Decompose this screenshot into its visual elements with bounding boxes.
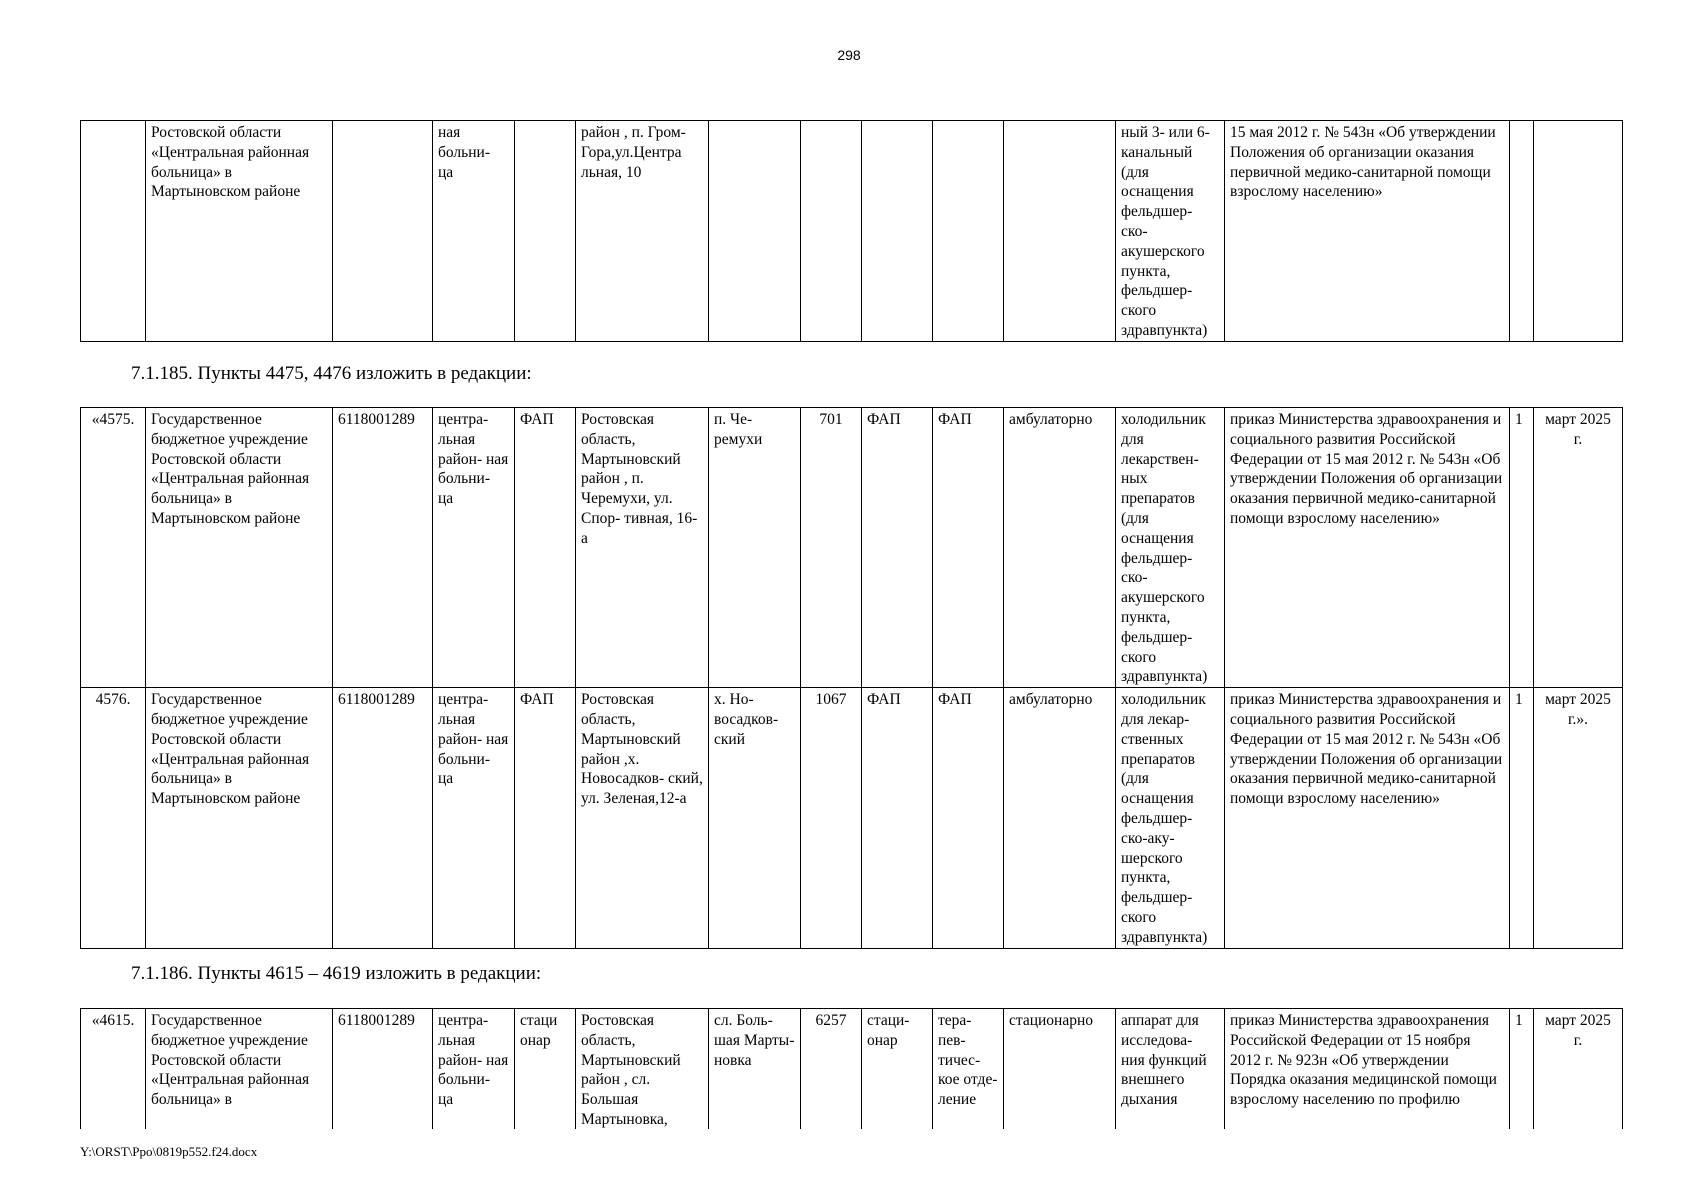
cell-care: стационарно — [1004, 1009, 1116, 1130]
cell-address: Ростовская область, Мартыновский район , сл. Большая Мартыновка, — [576, 1009, 709, 1130]
page-number: 298 — [837, 47, 861, 63]
cell-date: март 2025 г. — [1534, 408, 1623, 688]
cell-population — [801, 121, 862, 342]
cell-name: Государственное бюджетное учреждение Ростовской области «Центральная районная больница» в Мартыновском районе — [146, 688, 333, 948]
table-clip — [70, 1008, 1640, 1129]
cell-kind: центра- льная район- ная больни- ца — [433, 408, 515, 688]
cell-type: ФАП — [515, 408, 576, 688]
cell-settlement: х. Но- восадков- ский — [709, 688, 801, 948]
cell-num — [81, 121, 146, 342]
cell-num: «4575. — [81, 408, 146, 688]
cell-settlement — [709, 121, 801, 342]
cell-unit2: ФАП — [933, 408, 1004, 688]
cell-name: Государственное бюджетное учреждение Ростовской области «Центральная районная больница» в Мартыновском районе — [146, 408, 333, 688]
cell-order: 15 мая 2012 г. № 543н «Об утверждении Положения об организации оказания первичной медико-санитарной помощи взрослому населению» — [1225, 121, 1510, 342]
cell-unit1 — [862, 121, 933, 342]
cell-population: 701 — [801, 408, 862, 688]
cell-qty: 1 — [1510, 408, 1534, 688]
cell-name: Ростовской области «Центральная районная больница» в Мартыновском районе — [146, 121, 333, 342]
cell-date — [1534, 121, 1623, 342]
table-row — [81, 408, 1623, 688]
cell-unit1: ФАП — [862, 688, 933, 948]
cell-settlement: сл. Боль- шая Марты- новка — [709, 1009, 801, 1130]
cell-num: 4576. — [81, 688, 146, 948]
cell-date: март 2025 г.». — [1534, 688, 1623, 948]
cell-population: 1067 — [801, 688, 862, 948]
cell-order: приказ Министерства здравоохранения и социального развития Российской Федерации от 15 мая 2012 г. № 543н «Об утверждении Положения об организации оказания первичной медико-санитарной помощи взрослому населению» — [1225, 408, 1510, 688]
cell-type — [515, 121, 576, 342]
footer-file-path: Y:\ORST\Ppo\0819p552.f24.docx — [80, 1144, 258, 1159]
section-heading: 7.1.186. Пункты 4615 – 4619 изложить в редакции: — [131, 963, 542, 984]
cell-name: Государственное бюджетное учреждение Ростовской области «Центральная районная больница» в — [146, 1009, 333, 1130]
cell-inn: 6118001289 — [333, 688, 433, 948]
cell-unit2: тера- пев- тичес- кое отде- ление — [933, 1009, 1004, 1130]
cell-equipment: аппарат для исследова- ния функций внешнего дыхания — [1116, 1009, 1225, 1130]
table-continuation — [80, 120, 1623, 342]
cell-address: Ростовская область, Мартыновский район , п. Черемухи, ул. Спор- тивная, 16-а — [576, 408, 709, 688]
cell-unit1: ФАП — [862, 408, 933, 688]
cell-address: район , п. Гром- Гора,ул.Центра льная, 10 — [576, 121, 709, 342]
table-items-4575-4576 — [80, 407, 1623, 949]
cell-care: амбулаторно — [1004, 688, 1116, 948]
cell-type: ФАП — [515, 688, 576, 948]
cell-order: приказ Министерства здравоохранения Российской Федерации от 15 ноября 2012 г. № 923н «Об утверждении Порядка оказания медицинской помощи взрослому населению по профилю — [1225, 1009, 1510, 1130]
cell-date: март 2025 г. — [1534, 1009, 1623, 1130]
table-row — [81, 1009, 1623, 1130]
cell-inn: 6118001289 — [333, 408, 433, 688]
cell-qty: 1 — [1510, 688, 1534, 948]
cell-inn: 6118001289 — [333, 1009, 433, 1130]
cell-settlement: п. Че- ремухи — [709, 408, 801, 688]
cell-care — [1004, 121, 1116, 342]
cell-inn — [333, 121, 433, 342]
section-heading: 7.1.185. Пункты 4475, 4476 изложить в редакции: — [131, 363, 532, 384]
cell-unit2 — [933, 121, 1004, 342]
cell-kind: центра- льная район- ная больни- ца — [433, 688, 515, 948]
cell-num: «4615. — [81, 1009, 146, 1130]
cell-care: амбулаторно — [1004, 408, 1116, 688]
cell-kind: ная больни- ца — [433, 121, 515, 342]
cell-equipment: холодильник для лекарствен- ных препаратов (для оснащения фельдшер- ско- акушерского пункта, фельдшер- ского здравпункта) — [1116, 408, 1225, 688]
cell-address: Ростовская область, Мартыновский район ,х. Новосадков- ский, ул. Зеленая,12-а — [576, 688, 709, 948]
cell-equipment: ный 3- или 6-канальный (для оснащения фельдшер- ско- акушерского пункта, фельдшер- ского здравпункта) — [1116, 121, 1225, 342]
cell-equipment: холодильник для лекар- ственных препаратов (для оснащения фельдшер- ско-аку- шерского пункта, фельдшер- ского здравпункта) — [1116, 688, 1225, 948]
cell-population: 6257 — [801, 1009, 862, 1130]
cell-type: стаци онар — [515, 1009, 576, 1130]
table-row — [81, 688, 1623, 948]
table-row — [81, 121, 1623, 342]
table-items-4615 — [80, 1008, 1623, 1129]
cell-unit1: стаци- онар — [862, 1009, 933, 1130]
cell-qty: 1 — [1510, 1009, 1534, 1130]
cell-order: приказ Министерства здравоохранения и социального развития Российской Федерации от 15 мая 2012 г. № 543н «Об утверждении Положения об организации оказания первичной медико-санитарной помощи взрослому населению» — [1225, 688, 1510, 948]
cell-unit2: ФАП — [933, 688, 1004, 948]
cell-qty — [1510, 121, 1534, 342]
cell-kind: центра- льная район- ная больни- ца — [433, 1009, 515, 1130]
